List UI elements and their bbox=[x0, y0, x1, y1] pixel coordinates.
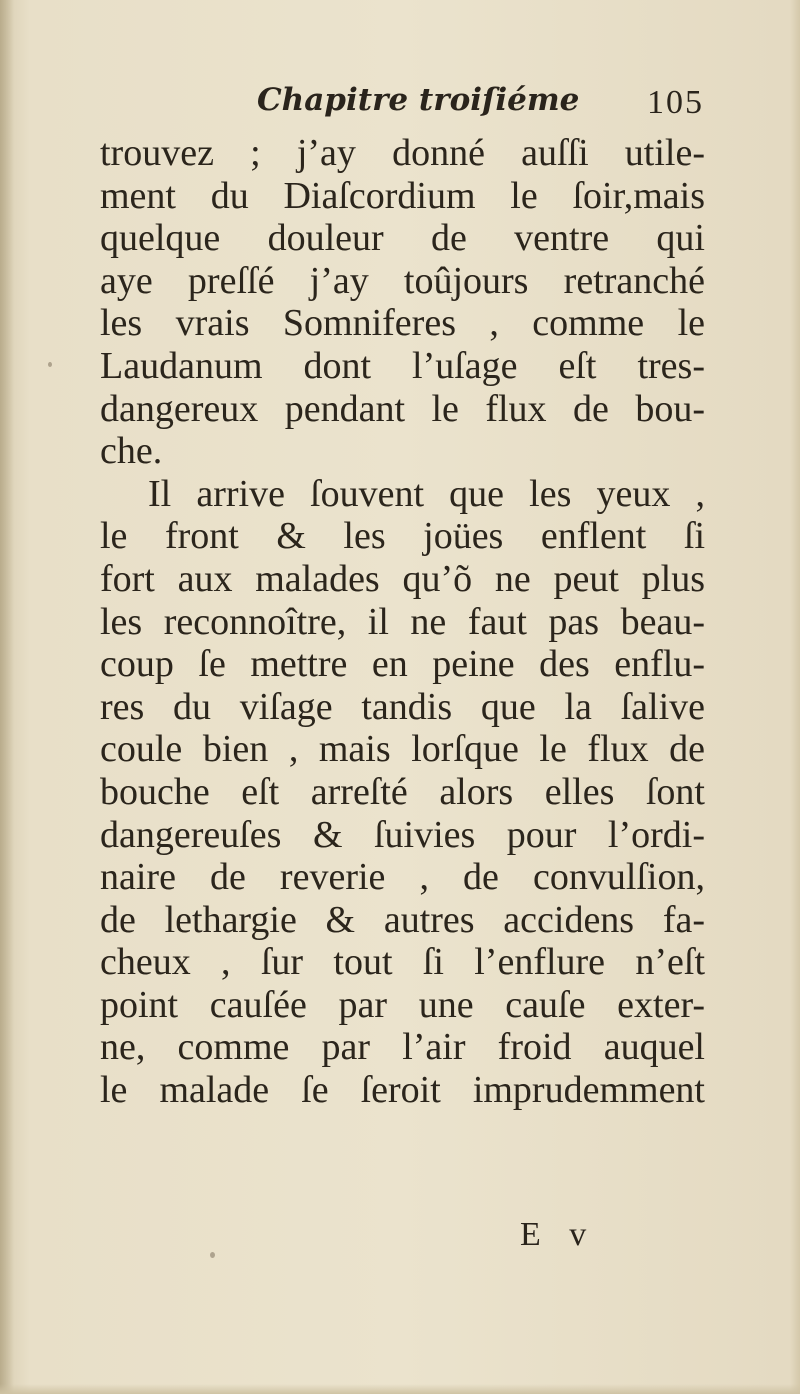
text-line: cheux , ſur tout ſi l’enflure n’eſt bbox=[100, 941, 705, 984]
text-line: fort aux malades qu’õ ne peut plus bbox=[100, 557, 705, 600]
text-line: aye preſſé j’ay toûjours retranché bbox=[100, 259, 705, 302]
text-line: dangereuſes & ſuivies pour l’ordi- bbox=[100, 813, 705, 856]
text-line: ne, comme par l’air froid auquel bbox=[100, 1026, 705, 1069]
text-line: bouche eſt arreſté alors elles ſont bbox=[100, 770, 705, 813]
page-gutter-shadow bbox=[0, 0, 14, 1394]
text-line: quelque douleur de ventre qui bbox=[100, 217, 705, 260]
text-line: le front & les joües enflent ſi bbox=[100, 515, 705, 558]
ink-speck bbox=[210, 1252, 215, 1258]
text-line: ment du Diaſcordium le ſoir,mais bbox=[100, 174, 705, 217]
page-number: 105 bbox=[647, 84, 704, 121]
text-line: les vrais Somniferes , comme le bbox=[100, 302, 705, 345]
text-line: trouvez ; j’ay donné auſſi utile- bbox=[100, 132, 705, 174]
body-text bbox=[100, 132, 705, 1112]
signature-mark: E v bbox=[520, 1216, 597, 1253]
text-line: Laudanum dont l’uſage eſt tres- bbox=[100, 344, 705, 387]
text-line: de lethargie & autres accidens fa- bbox=[100, 898, 705, 941]
text-line: Il arrive ſouvent que les yeux , bbox=[148, 472, 705, 515]
page-footer bbox=[0, 1216, 800, 1266]
text-line: les reconnoître, il ne faut pas beau- bbox=[100, 600, 705, 643]
text-line: coup ſe mettre en peine des enflu- bbox=[100, 643, 705, 686]
running-head bbox=[100, 82, 710, 132]
text-line: che. bbox=[100, 430, 163, 473]
text-line: dangereux pendant le flux de bou- bbox=[100, 387, 705, 430]
text-line: res du viſage tandis que la ſalive bbox=[100, 685, 705, 728]
ink-speck bbox=[48, 362, 52, 367]
chapter-title: Chapitre troiſiéme bbox=[257, 82, 580, 118]
text-line: coule bien , mais lorſque le flux de bbox=[100, 728, 705, 771]
text-line: le malade ſe ſeroit imprudemment bbox=[100, 1069, 705, 1112]
page-bottom-edge bbox=[0, 1384, 800, 1394]
text-line: point cauſée par une cauſe exter- bbox=[100, 983, 705, 1026]
text-line: naire de reverie , de convulſion, bbox=[100, 856, 705, 899]
